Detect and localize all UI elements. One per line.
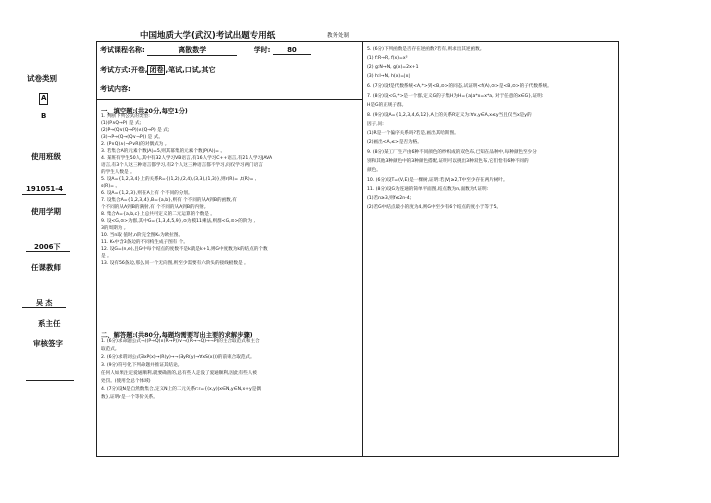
- course-label: 考试课程名称:: [100, 46, 145, 54]
- question-line: (2)若G中结点最小的度为4,则G中至少有6个结点的度小于等于5。: [367, 205, 502, 210]
- teacher-value: 吴 杰: [36, 299, 53, 307]
- term-underline: [26, 251, 70, 252]
- question-line: H是G的正规子群。: [367, 103, 407, 108]
- term-label: 使用学期: [31, 207, 61, 216]
- question-line: (1)(P∧Q→P) 是 式;: [101, 121, 142, 126]
- method-row: [100, 65, 215, 75]
- question-line: 的学生人数是 。: [101, 170, 135, 175]
- question-line: 2. (6分)求谓词公式∃xP(x)→(R(y)→¬(∃yR(y)→∀xS(x)))的前束合取范式。: [101, 355, 255, 360]
- column-divider: [362, 41, 363, 457]
- question-line: 6. (7分)设f是代数系统<A,*>到<B,⊙>的同态,试证明<f(A),⊙>是<B,⊙>的子代数系统。: [367, 84, 552, 89]
- section1-heading: 一、填空题:(共20分,每空1分): [101, 108, 188, 115]
- frame-right: [618, 41, 619, 457]
- question-line: 是 。: [101, 254, 112, 259]
- class-underline: [22, 194, 66, 195]
- question-line: (2)画出<A,≤>是否为格。: [367, 140, 422, 145]
- paper-type-b: B: [41, 112, 47, 120]
- question-line: (1) f:R→R, f(x)=x³: [367, 56, 408, 61]
- question-line: (1)若n≥3,则f≤2n-4;: [367, 196, 412, 201]
- question-line: 12. 设G=(n,e),且G中每个结点的度数不是k就是k+1,则G中度数为k的结点的个数: [101, 247, 268, 252]
- director-label: 系主任: [38, 319, 61, 328]
- question-line: 颜色。: [367, 168, 381, 173]
- hours-label: 学时:: [253, 46, 271, 54]
- method-label: 考试方式:: [100, 66, 131, 74]
- review-label: 审核签字: [33, 339, 63, 348]
- question-line: 语言,有3个人这三种语言都学习,有2个人这三种语言都不学习,问仅学习两门语言: [101, 163, 263, 168]
- teacher-underline: [22, 307, 66, 308]
- teacher-label: 任课教师: [31, 263, 61, 272]
- section2-heading: 二、解答题:(共80分,每题均需要写出主要的求解步骤): [101, 332, 253, 339]
- question-line: 4. (7分)设N是自然数集合,定义N上的二元关系r:r={(x,y)|x∈N,y∈N,x+y是偶: [101, 387, 261, 392]
- question-line: 3. 若集合A的元素个数|A|=5,则其幂集的元素个数|P(A)|= 。: [101, 149, 226, 154]
- question-line: (3)¬P→(Q→(Q∨¬P)) 是 式。: [101, 135, 163, 140]
- question-line: 7. (8分)设<G,*>是一个群,定义G的子集H为H={a|a*x=x*a, 对于任意的x∈G},证明:: [367, 94, 544, 99]
- question-line: 任何人如果注定爱通顺利,就要确凿的,总有些人走没了爱通顺利,因此有些人被: [101, 371, 257, 376]
- question-line: 8. 集合A={a,b,c}上总共可定义的二元运算的个数是 。: [101, 212, 216, 217]
- frame-bottom: [96, 456, 619, 457]
- question-line: s(R)= 。: [101, 184, 121, 189]
- review-underline: [26, 380, 74, 381]
- question-line: 6. 设A={1,2,3},则在A上有 个不同的分划。: [101, 191, 193, 196]
- class-label: 使用班级: [31, 152, 61, 161]
- page-title: 中国地质大学(武汉)考试出题专用纸: [140, 31, 276, 41]
- question-line: 9. 设<G,⊙>为群,其中G={1,3,4,5,9},⊙为模11乘法,则群<G,⊙>的阶为 ,: [101, 219, 255, 224]
- class-value: 191051-4: [26, 185, 63, 193]
- question-line: 别和其他3种颜色中的3种颜色搭配,证明可以挑出3种双色布,它们恰有6种不同的: [367, 159, 529, 164]
- course-value[interactable]: 离散数学: [147, 45, 237, 56]
- content-row: [100, 84, 131, 94]
- question-line: 8. (9分)设A={1,2,3,4,6,12},A上的关系R定义为:∀x,y∈A,x≤y当且仅当x是y的: [367, 113, 532, 118]
- method-closed-selected[interactable]: 闭卷: [149, 66, 164, 74]
- term-value: 2006下: [34, 243, 61, 251]
- office-label: 教务处制: [327, 33, 350, 39]
- question-line: 13. 设有56条边,那么同一个无向图,则至少需要有六阶头的接线板数是 。: [101, 261, 249, 266]
- question-line: 11. K₅中含3条边的不同构生成子图有 个。: [101, 240, 188, 245]
- question-line: 5. (6分)下列函数是否存在逆函数?若有,则求出其逆函数。: [367, 47, 485, 52]
- paper-type-label: 试卷类别: [27, 74, 57, 83]
- question-line: 数},证明r是一个等价关系。: [101, 395, 158, 400]
- question-line: 10. (6分)设T=(V,E)是一棵树,证明:若|V|≥2,T中至少存在两片树叶。: [367, 178, 508, 183]
- question-line: 因子,问:: [367, 122, 384, 127]
- question-line: 10. 当n取 值时,n阶完全图Kₙ为欧拉图。: [101, 233, 184, 238]
- question-line: 3. (9分)符号化下列命题并推证其结论。: [101, 363, 183, 368]
- question-line: 处罚。(使用全总个体域): [101, 379, 151, 384]
- method-rest: ,笔试,口试,其它: [165, 66, 216, 74]
- question-line: 个不同的从A到B的满射,有 个不同的从A到B的内射。: [101, 205, 209, 210]
- question-line: 4. 某班有学生50人,其中有32人学习VB语言,有16人学习C++语言,有21人学习JAVA: [101, 156, 273, 161]
- course-row: [100, 45, 311, 56]
- question-line: 11. (8分)设G为连通的简单平面图,结点数为n,面数为f,证明:: [367, 187, 489, 192]
- question-line: 1. 判断下列公式的类型:: [101, 114, 150, 119]
- method-open[interactable]: 开卷,: [130, 66, 148, 74]
- question-line: (2) g:N→N, g(x)=2x+1: [367, 65, 419, 70]
- frame-top: [96, 41, 619, 42]
- question-line: 1. (6分)求命题公式¬((P→Q)∧(R→P))∨¬((R→¬Q)→¬P)的主合取范式和主合: [101, 339, 260, 344]
- form-divider: [96, 99, 362, 100]
- frame-left: [96, 41, 97, 457]
- question-line: 7. 设集合A={1,2,3,4},B={a,b},则有 个不同的从A到B的函数,有: [101, 198, 237, 203]
- question-line: 9. (8分)某工厂生产由6种不同颜色的纱织成的双色布,已知在品种中,每种颜色至少分: [367, 150, 537, 155]
- hours-value[interactable]: 80: [273, 46, 311, 55]
- question-line: 取范式。: [101, 347, 120, 352]
- question-line: 5. 设A={1,2,3,4}上的关系R={(1,2),(2,4),(3,3),(1,3)},则r(R)= ,t(R)= ,: [101, 177, 257, 182]
- content-label: 考试内容:: [100, 85, 131, 93]
- question-line: (2)P→(Q∨(Q→P))∧(Q→P) 是 式;: [101, 128, 170, 133]
- question-line: 2. (P∨Q)∧(¬P∨R)的对偶式为 。: [101, 142, 170, 147]
- question-line: 3的周期为 。: [101, 226, 129, 231]
- question-line: (3) h:I→N, h(x)=|x|: [367, 74, 410, 79]
- question-line: (1)R是一个偏序关系吗?若是,画出其哈斯图。: [367, 131, 459, 136]
- paper-type-a: A: [41, 94, 47, 102]
